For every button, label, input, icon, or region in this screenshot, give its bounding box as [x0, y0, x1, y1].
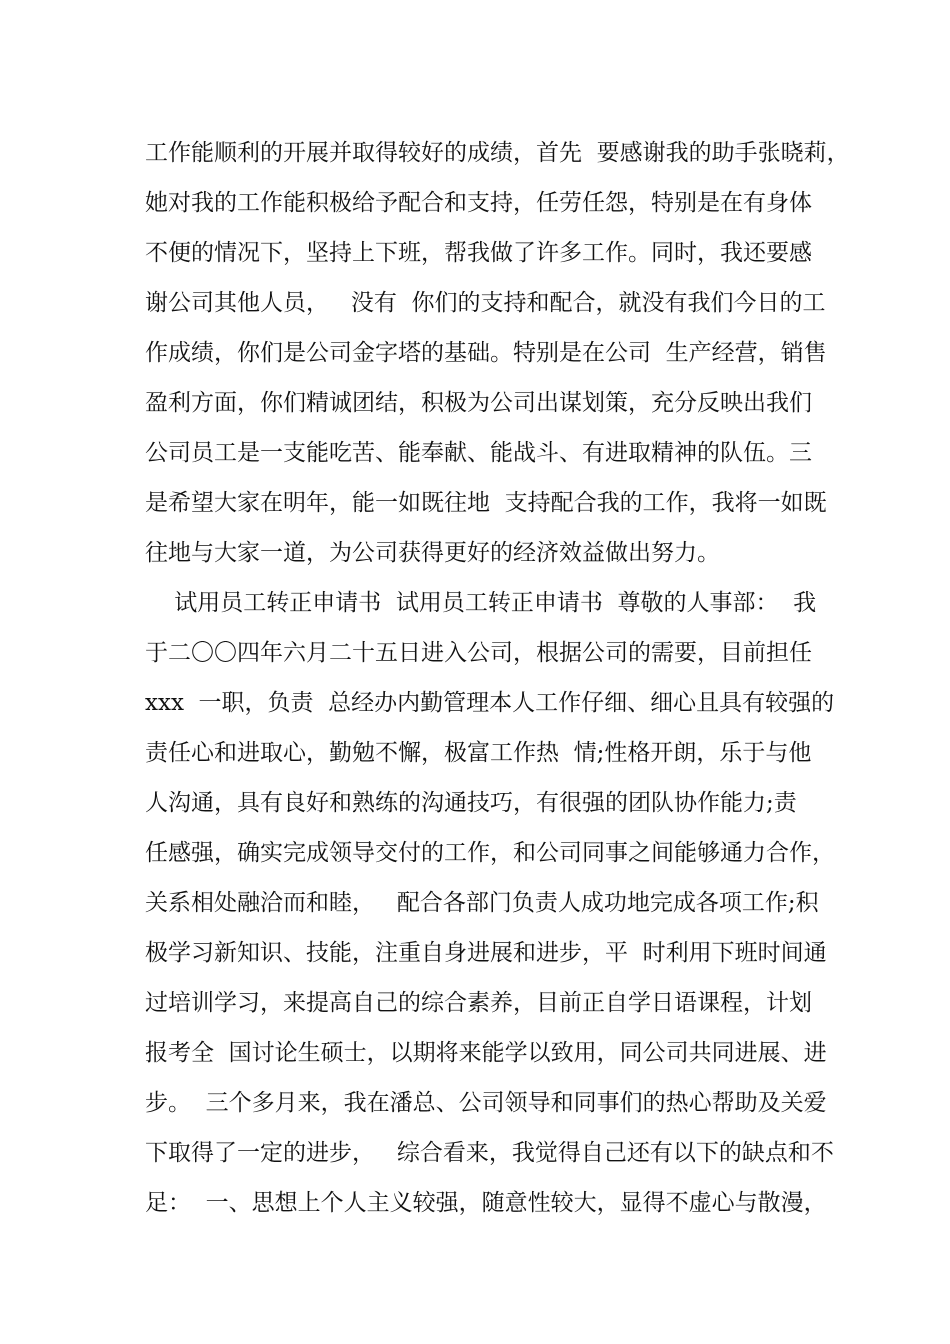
text-line-17: 极学习新知识、技能，注重自身进展和进步，平 时利用下班时间通	[145, 940, 827, 966]
text-line-5: 作成绩，你们是公司金字塔的基础。特别是在公司 生产经营，销售	[145, 340, 827, 366]
text-line-1: 工作能顺利的开展并取得较好的成绩，首先 要感谢我的助手张晓莉，	[145, 140, 850, 166]
text-line-22: 足： 一、思想上个人主义较强，随意性较大，显得不虚心与散漫，	[145, 1190, 827, 1216]
text-line-7: 公司员工是一支能吃苦、能奉献、能战斗、有进取精神的队伍。三	[145, 440, 812, 466]
text-line-20: 步。 三个多月来，我在潘总、公司领导和同事们的热心帮助及关爱	[145, 1090, 827, 1116]
text-line-2: 她对我的工作能积极给予配合和支持，任劳任怨，特别是在有身体	[145, 190, 812, 216]
text-line-15: 任感强，确实完成领导交付的工作，和公司同事之间能够通力合作，	[145, 840, 835, 866]
text-line-8: 是希望大家在明年，能一如既往地 支持配合我的工作，我将一如既	[145, 490, 827, 516]
text-line-21: 下取得了一定的进步， 综合看来，我觉得自己还有以下的缺点和不	[145, 1140, 834, 1166]
text-line-13: 责任心和进取心，勤勉不懈，极富工作热 情;性格开朗，乐于与他	[145, 740, 812, 766]
text-line-12: xxx 一职，负责 总经办内勤管理本人工作仔细、细心且具有较强的	[145, 690, 835, 716]
text-line-16: 关系相处融洽而和睦， 配合各部门负责人成功地完成各项工作;积	[145, 890, 819, 916]
text-line-4: 谢公司其他人员， 没有 你们的支持和配合，就没有我们今日的工	[145, 290, 826, 316]
text-line-19: 报考全 国讨论生硕士，以期将来能学以致用，同公司共同进展、进	[145, 1040, 827, 1066]
text-line-11: 于二〇〇四年六月二十五日进入公司，根据公司的需要，目前担任	[145, 640, 812, 666]
text-line-6: 盈利方面，你们精诚团结，积极为公司出谋划策，充分反映出我们	[145, 390, 812, 416]
text-line-3: 不便的情况下，坚持上下班，帮我做了许多工作。同时，我还要感	[145, 240, 812, 266]
text-line-9: 往地与大家一道，为公司获得更好的经济效益做出努力。	[145, 540, 720, 566]
text-line-18: 过培训学习，来提高自己的综合素养，目前正自学日语课程，计划	[145, 990, 812, 1016]
text-line-14: 人沟通，具有良好和熟练的沟通技巧，有很强的团队协作能力;责	[145, 790, 797, 816]
text-line-10: 试用员工转正申请书 试用员工转正申请书 尊敬的人事部： 我	[145, 590, 817, 616]
